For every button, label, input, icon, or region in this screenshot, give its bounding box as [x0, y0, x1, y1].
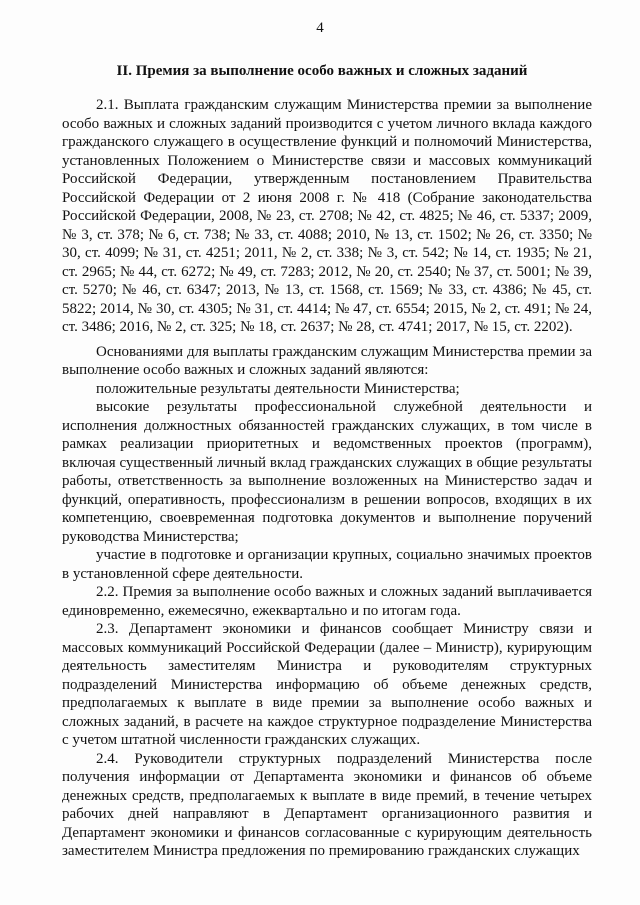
list-item-participation: участие в подготовке и организации крупных, социально значимых проектов в установленной сфере деятельности.: [62, 547, 592, 582]
section-title: II. Премия за выполнение особо важных и сложных заданий: [116, 63, 528, 79]
body-text: [62, 96, 592, 861]
list-item-results: положительные результаты деятельности Министерства;: [96, 380, 460, 397]
paragraph-grounds: Основаниями для выплаты гражданским служащим Министерства премии за выполнение особо важных и сложных заданий являются:: [62, 343, 592, 378]
paragraph-2-4: 2.4. Руководители структурных подразделений Министерства после получения информации от Департамента экономики и финансов об объеме денежных средств, предполагаемых к выплате в виде премий, в течение четырех рабочих дней направляют в Департамент организационного развития и Департамент экономики и финансов согласованные с курирующим деятельность заместителем Министра предложения по премированию гражданских служащих: [62, 750, 592, 859]
paragraph-2-3: 2.3. Департамент экономики и финансов сообщает Министру связи и массовых коммуникаций Российской Федерации (далее – Министр), курирующим деятельность заместителям Министра и руководителям структурных подразделений Министерства информацию об объеме денежных средств, предполагаемых к выплате в виде премии за выполнение особо важных и сложных заданий, в расчете на каждое структурное подразделение Министерства с учетом штатной численности гражданских служащих.: [62, 621, 592, 748]
paragraph-2-2: 2.2. Премия за выполнение особо важных и сложных заданий выплачивается единовременно, ежемесячно, ежеквартально и по итогам года.: [62, 584, 592, 619]
paragraph-2-1: 2.1. Выплата гражданским служащим Министерства премии за выполнение особо важных и сложных заданий производится с учетом личного вклада каждого гражданского служащего в осуществление функций и полномочий Министерства, установленных Положением о Министерстве связи и массовых коммуникаций Российской Федерации, утвержденным постановлением Правительства Российской Федерации от 2 июня 2008 г. № 418 (Собрание законодательства Российской Федерации, 2008, № 23, ст. 2708; № 42, ст. 4825; № 46, ст. 5337; 2009, № 3, ст. 378; № 6, ст. 738; № 33, ст. 4088; 2010, № 13, ст. 1502; № 26, ст. 3350; № 30, ст. 4099; № 31, ст. 4251; 2011, № 2, ст. 338; № 3, ст. 542; № 14, ст. 1935; № 21, ст. 2965; № 44, ст. 6272; № 49, ст. 7283; 2012, № 20, ст. 2540; № 37, ст. 5001; № 39, ст. 5270; № 46, ст. 6347; 2013, № 13, ст. 1568, ст. 1569; № 33, ст. 4386; № 45, ст. 5822; 2014, № 30, ст. 4305; № 31, ст. 4414; № 47, ст. 6554; 2015, № 2, ст. 491; № 24, ст. 3486; 2016, № 2, ст. 325; № 18, ст. 2637; № 28, ст. 4741; 2017, № 15, ст. 2202).: [62, 97, 592, 335]
page-number: 4: [316, 20, 324, 36]
list-item-performance: высокие результаты профессиональной служебной деятельности и исполнения должностных обязанностей гражданских служащих, в том числе в рамках реализации приоритетных и ведомственных проектов (программ), включая существенный личный вклад гражданских служащих в общие результаты работы, ответственность за выполнение возложенных на Министерство задач и функций, оперативность, профессионализм в решении вопросов, входящих в их компетенцию, своевременная подготовка документов и выполнение поручений руководства Министерства;: [62, 399, 592, 545]
